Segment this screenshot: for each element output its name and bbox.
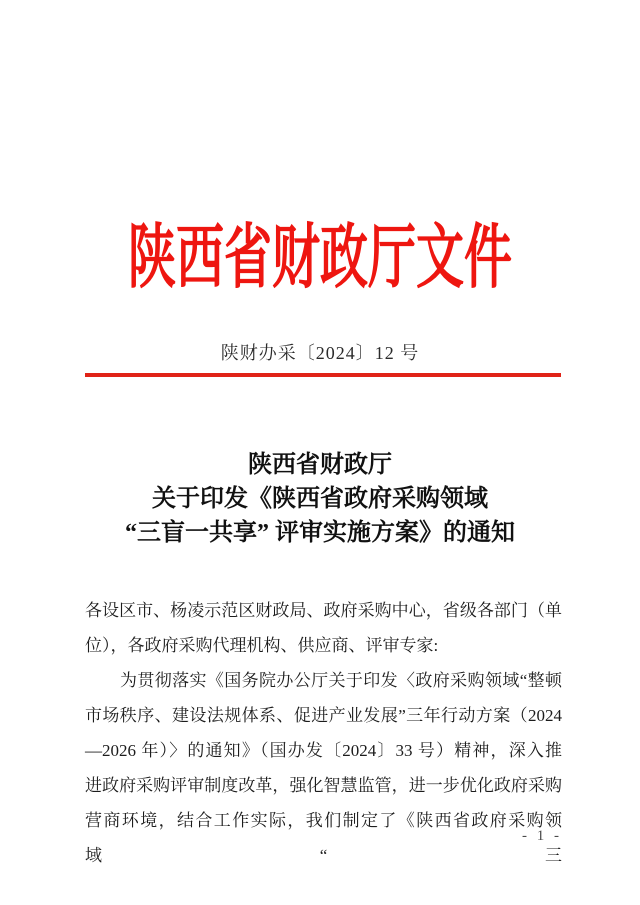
document-title-line-2: 关于印发《陕西省政府采购领域: [152, 486, 488, 512]
body-text-line: 进政府采购评审制度改革，强化智慧监管，进一步优化政府采购: [85, 776, 562, 795]
body-text-line: —2026 年）〉的通知》（国办发〔2024〕33 号）精神，深入推: [85, 741, 562, 760]
body-text-line: 市场秩序、建设法规体系、促进产业发展”三年行动方案（2024: [85, 706, 562, 725]
document-title-line-3: “三盲一共享” 评审实施方案》的通知: [125, 520, 515, 546]
agency-banner: [0, 208, 640, 299]
document-title: [0, 448, 640, 550]
agency-banner-title: 陕西省财政厅文件: [127, 216, 512, 299]
body-text-line: 各设区市、杨凌示范区财政局、政府采购中心，省级各部门（单: [85, 601, 562, 620]
document-title-line-1: 陕西省财政厅: [248, 452, 392, 478]
body-text-line: 位），各政府采购代理机构、供应商、评审专家:: [85, 636, 439, 655]
page-number: - 1 -: [522, 828, 562, 844]
body-text-line: 为贯彻落实《国务院办公厅关于印发〈政府采购领域“整顿: [120, 671, 562, 690]
document-number: 陕财办采〔2024〕12 号: [220, 343, 420, 363]
red-divider-line: [85, 373, 561, 377]
body-text-line: 营商环境，结合工作实际，我们制定了《陕西省政府采购领域“三: [85, 811, 562, 865]
